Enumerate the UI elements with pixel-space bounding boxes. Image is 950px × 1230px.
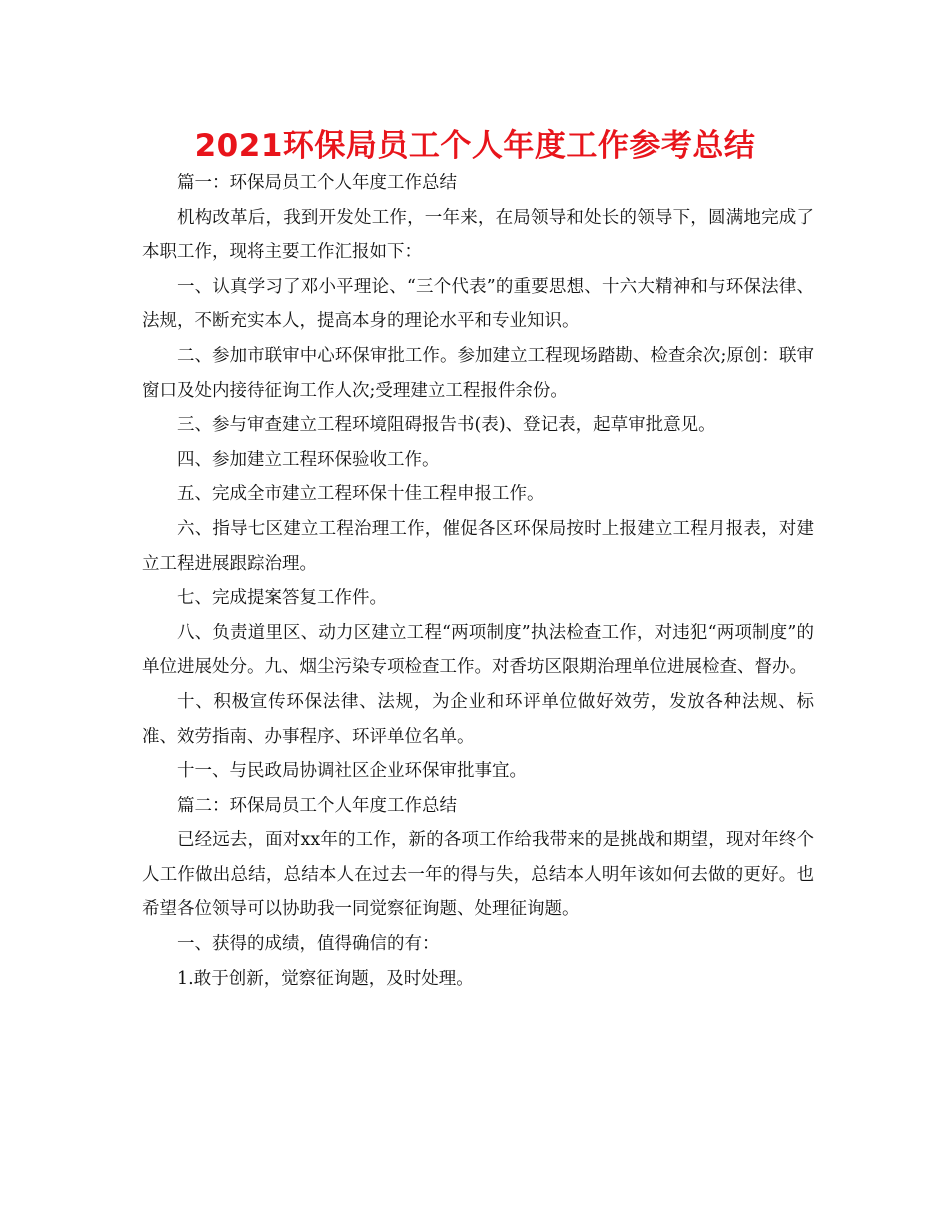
document-body [142, 166, 814, 996]
paragraph: 三、参与审查建立工程环境阻碍报告书(表)、登记表，起草审批意见。 [177, 415, 716, 436]
paragraph: 机构改革后，我到开发处工作，一年来，在局领导和处长的领导下，圆满地完成了本职工作，现将主要工作汇报如下： [142, 207, 814, 263]
paragraph: 十一、与民政局协调社区企业环保审批事宜。 [177, 761, 527, 782]
paragraph: 篇一：环保局员工个人年度工作总结 [177, 173, 457, 193]
paragraph: 七、完成提案答复工作件。 [177, 588, 387, 609]
paragraph: 1.敢于创新，觉察征询题，及时处理。 [177, 968, 474, 989]
paragraph: 六、指导七区建立工程治理工作，催促各区环保局按时上报建立工程月报表，对建立工程进展跟踪治理。 [142, 518, 814, 574]
paragraph: 一、获得的成绩，值得确信的有： [177, 934, 440, 955]
document-title: 2021环保局员工个人年度工作参考总结 [194, 128, 756, 164]
paragraph: 已经远去，面对xx年的工作，新的各项工作给我带来的是挑战和期望，现对年终个人工作做出总结，总结本人在过去一年的得与失，总结本人明年该如何去做的更好。也希望各位领导可以协助我一同觉察征询题、处理征询题。 [142, 830, 814, 920]
paragraph: 八、负责道里区、动力区建立工程“两项制度”执法检查工作，对违犯“两项制度”的单位进展处分。九、烟尘污染专项检查工作。对香坊区限期治理单位进展检查、督办。 [142, 622, 814, 678]
paragraph: 篇二：环保局员工个人年度工作总结 [177, 795, 457, 816]
paragraph: 一、认真学习了邓小平理论、“三个代表”的重要思想、十六大精神和与环保法律、法规，不断充实本人，提高本身的理论水平和专业知识。 [142, 276, 814, 332]
paragraph: 二、参加市联审中心环保审批工作。参加建立工程现场踏勘、检查余次;原创：联审窗口及处内接待征询工作人次;受理建立工程报件余份。 [142, 345, 814, 401]
paragraph: 五、完成全市建立工程环保十佳工程申报工作。 [177, 484, 545, 505]
paragraph: 十、积极宣传环保法律、法规，为企业和环评单位做好效劳，发放各种法规、标准、效劳指南、办事程序、环评单位名单。 [142, 691, 814, 747]
paragraph: 四、参加建立工程环保验收工作。 [177, 449, 440, 470]
